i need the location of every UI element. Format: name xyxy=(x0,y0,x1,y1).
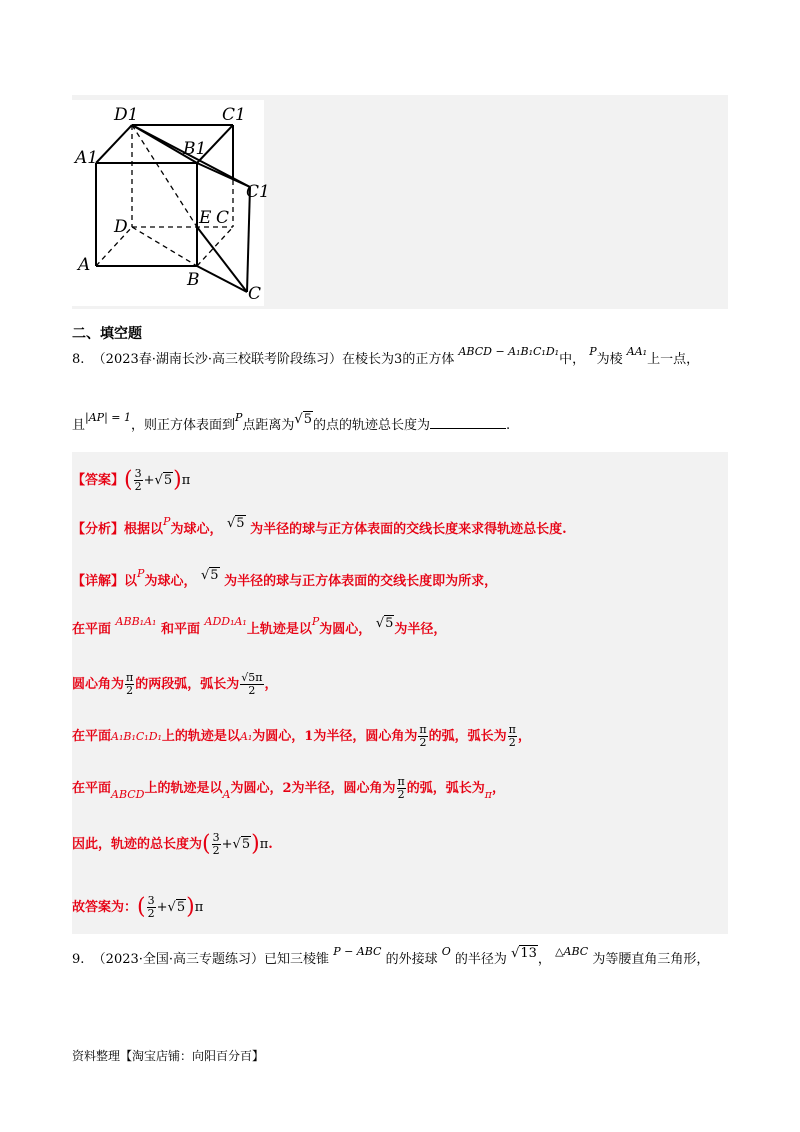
q9-triangle: △ABC xyxy=(555,945,589,958)
label-e: E xyxy=(199,208,212,228)
detail-text: . xyxy=(268,837,273,852)
frac-num: π xyxy=(126,671,134,684)
point-a1: A₁ xyxy=(239,730,253,743)
plus-sign: + xyxy=(221,837,233,852)
plane-a1b1c1d1: A₁B₁C₁D₁ xyxy=(111,730,162,743)
detail-text: 为半径， xyxy=(394,622,447,637)
sqrt-value: 5 xyxy=(385,616,394,631)
detail-text: ， xyxy=(491,781,505,796)
label-d1: D1 xyxy=(114,105,139,125)
plane-abcd: ABCD xyxy=(111,788,145,801)
detail-text: 为球心， xyxy=(144,574,197,589)
q9-sqrt13: √13 xyxy=(511,946,537,961)
frac-den: 2 xyxy=(147,907,155,920)
frac-num: π xyxy=(397,775,405,788)
section-title: 二、填空题 xyxy=(72,326,142,342)
detail-line2 xyxy=(72,615,447,640)
detail-line5 xyxy=(72,776,505,801)
point-a: A xyxy=(222,788,231,801)
detail-text: 故答案为： xyxy=(72,900,138,915)
q8-text: 中， xyxy=(559,352,586,367)
detail-text: 和平面 xyxy=(160,622,200,637)
frac-num: π xyxy=(419,723,427,736)
q9-pyramid: P − ABC xyxy=(333,945,382,958)
label-a: A xyxy=(78,255,91,275)
q8-text: 在棱长为 xyxy=(342,352,395,367)
q8-edge-length: 3 xyxy=(394,352,403,367)
q8-sqrt5: √5 xyxy=(294,412,312,427)
frac-num: 3 xyxy=(134,467,142,480)
q8-text: ，则正方体表面到 xyxy=(130,418,235,433)
analysis-tag: 【分析】 xyxy=(72,522,125,537)
page-footer: 资料整理【淘宝店铺：向阳百分百】 xyxy=(72,1049,265,1063)
q8-cube-name: ABCD − A₁B₁C₁D₁ xyxy=(458,345,560,358)
detail-text: 的弧，弧长为 xyxy=(428,729,507,744)
sqrt5: √5 xyxy=(154,473,173,488)
point-p: P xyxy=(137,567,145,580)
pi-symbol: π xyxy=(484,788,492,801)
frac-den: 2 xyxy=(248,684,256,697)
detail-line4 xyxy=(72,724,531,749)
q9-text: 已知三棱锥 xyxy=(264,952,330,967)
label-b: B xyxy=(187,270,200,290)
detail-text: 在平面 xyxy=(72,622,112,637)
frac-den: 2 xyxy=(126,684,134,697)
label-d: D xyxy=(114,217,128,237)
detail-line3 xyxy=(72,672,278,697)
pi-symbol: π xyxy=(259,837,269,852)
answer-line: 【答案】( $\frac{3}{2}$ +√5)π xyxy=(72,467,191,493)
answer-tag: 【答案】 xyxy=(72,473,125,488)
frac-den: 2 xyxy=(134,480,142,493)
q8-line2 xyxy=(72,411,511,436)
detail-text: 上轨迹是以 xyxy=(246,622,312,637)
analysis-text: 为球心， xyxy=(170,522,223,537)
q8-line1 xyxy=(72,345,700,370)
q8-condition: |AP| = 1 xyxy=(85,411,131,424)
q8-edge-aa1: AA₁ xyxy=(626,345,648,358)
pi-symbol: π xyxy=(194,900,204,915)
detail-text: 上的轨迹是以 xyxy=(144,781,223,796)
q8-text: 为棱 xyxy=(596,352,623,367)
label-b1: B1 xyxy=(183,139,207,159)
q9-text: ， xyxy=(537,952,551,967)
q8-number: 8. xyxy=(72,352,85,367)
detail-line1 xyxy=(72,567,498,592)
detail-text: 为圆心，1为半径，圆心角为 xyxy=(252,729,418,744)
q9-source: （2023·全国·高三专题练习） xyxy=(92,952,265,967)
label-a1: A1 xyxy=(75,148,99,168)
sqrt5: √5 xyxy=(167,900,186,915)
frac-den: 2 xyxy=(397,788,405,801)
q9-number: 9. xyxy=(72,952,85,967)
q9-text: 的外接球 xyxy=(385,952,438,967)
sqrt-value: 5 xyxy=(210,568,219,583)
sqrt5: √5 xyxy=(232,837,251,852)
plane-add1a1: ADD₁A₁ xyxy=(204,615,247,628)
detail-text: ， xyxy=(517,729,531,744)
frac-den: 2 xyxy=(508,736,516,749)
cube-figure xyxy=(72,100,270,306)
frac-den: 2 xyxy=(212,844,220,857)
frac-den: 2 xyxy=(419,736,427,749)
label-c-bottom: C xyxy=(248,284,262,304)
detail-text: 为半径的球与正方体表面的交线长度即为所求， xyxy=(224,574,498,589)
detail-text: 为圆心， xyxy=(319,622,372,637)
q8-point-p: P xyxy=(589,345,597,358)
q9-text: 为等腰直角三角形， xyxy=(592,952,710,967)
sqrt5: √5 xyxy=(226,516,245,531)
q9-sqrt-value: 13 xyxy=(520,946,537,961)
detail-text: 因此，轨迹的总长度为 xyxy=(72,837,203,852)
frac-num: 3 xyxy=(147,894,155,907)
label-c-mid: C xyxy=(216,208,230,228)
q9-line1 xyxy=(72,945,710,970)
plus-sign: + xyxy=(156,900,168,915)
sqrt5: √5 xyxy=(200,568,219,583)
detail-tag: 【详解】 xyxy=(72,574,125,589)
detail-text: 以 xyxy=(124,574,138,589)
pi-symbol: π xyxy=(181,473,191,488)
q8-text: 且 xyxy=(72,418,86,433)
sqrt5: √5 xyxy=(375,616,394,631)
point-p: P xyxy=(311,615,320,628)
detail-text: 的弧，弧长为 xyxy=(406,781,485,796)
sqrt-value: 5 xyxy=(176,900,186,915)
q8-point-p: P xyxy=(235,411,243,424)
detail-text: 圆心角为 xyxy=(72,677,125,692)
detail-line6: 因此，轨迹的总长度为( $\frac{3}{2}$ +√5)π. xyxy=(72,831,273,857)
detail-text: 在平面 xyxy=(72,729,112,744)
q8-text: 的正方体 xyxy=(402,352,455,367)
frac-num: 3 xyxy=(212,831,220,844)
sqrt-value: 5 xyxy=(241,837,251,852)
label-c1-top: C1 xyxy=(222,105,246,125)
q9-text: 的半径为 xyxy=(454,952,507,967)
q9-sphere-o: O xyxy=(441,945,451,958)
q8-sqrt-value: 5 xyxy=(303,412,312,427)
plus-sign: + xyxy=(143,473,155,488)
detail-text: 在平面 xyxy=(72,781,112,796)
frac-num: √5π xyxy=(241,671,263,684)
label-c1-right: C1 xyxy=(246,182,270,202)
q8-source: （2023春·湖南长沙·高三校联考阶段练习） xyxy=(92,352,343,367)
q8-text: 的点的轨迹总长度为 xyxy=(313,418,431,433)
analysis-text: 根据以 xyxy=(124,522,164,537)
detail-line7: 故答案为：( $\frac{3}{2}$ +√5)π xyxy=(72,894,204,920)
q8-text: 上一点， xyxy=(647,352,700,367)
q8-text: . xyxy=(506,418,511,433)
detail-text: 上的轨迹是以 xyxy=(161,729,240,744)
detail-text: 为圆心，2为半径，圆心角为 xyxy=(230,781,396,796)
analysis-line xyxy=(72,515,567,540)
q8-answer-blank xyxy=(430,414,506,429)
point-p: P xyxy=(163,515,171,528)
detail-text: ， xyxy=(264,677,278,692)
cube-diagram xyxy=(72,100,270,306)
frac-num: π xyxy=(508,723,516,736)
q8-text: 点距离为 xyxy=(242,418,295,433)
sqrt-value: 5 xyxy=(163,473,173,488)
detail-text: 的两段弧，弧长为 xyxy=(135,677,240,692)
analysis-text: 为半径的球与正方体表面的交线长度来求得轨迹总长度. xyxy=(250,522,567,537)
sqrt-value: 5 xyxy=(236,516,245,531)
plane-abb1a1: ABB₁A₁ xyxy=(115,615,157,628)
